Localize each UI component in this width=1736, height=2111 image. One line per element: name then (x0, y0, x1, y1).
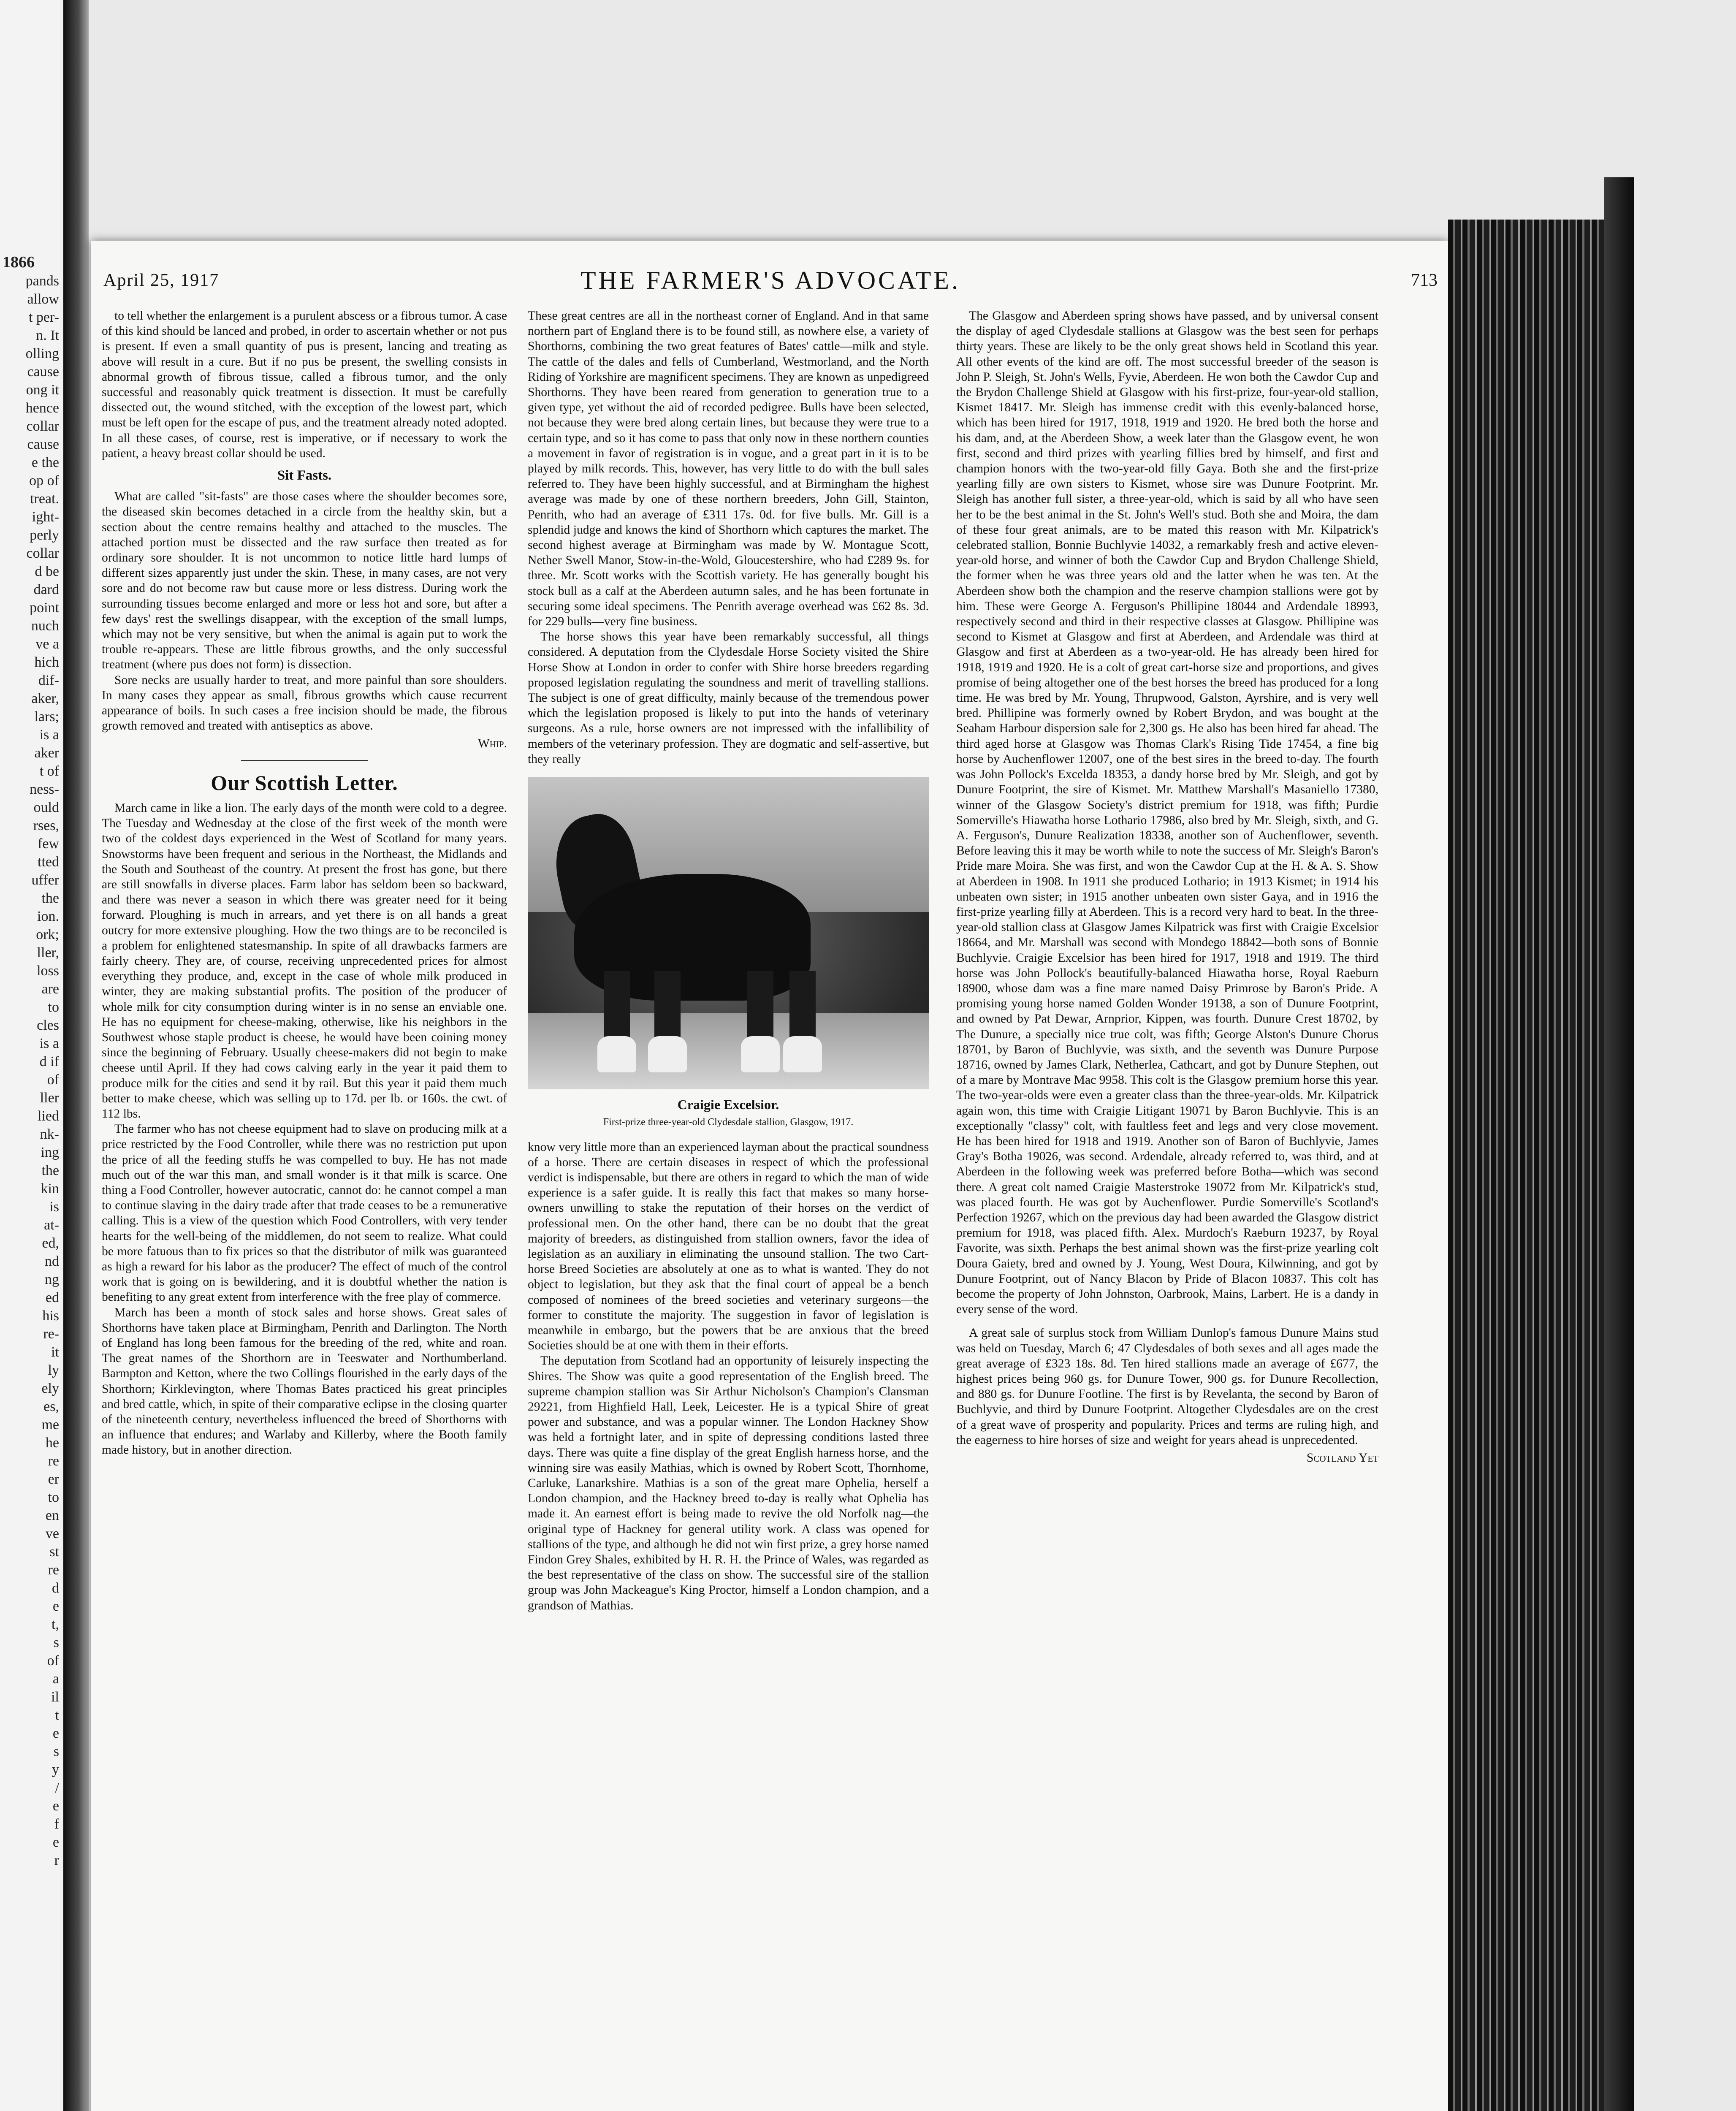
previous-page-fragment-line: dard (33, 582, 59, 597)
previous-page-fragment-line: e (52, 1726, 59, 1741)
previous-page-number: 1866 (3, 253, 35, 271)
page-gutter-shadow (63, 0, 89, 2111)
article-paragraph: March has been a month of stock sales and horse shows. Great sales of Shorthorns have taken place at Birmingham, Penrith and Darlington. The North of England has long been famous for the breeding of the red, white and roan. The great names of the Shorthorn are in Teeswater and Northumberland. Barmpton and Ketton, where the two Collings flourished in the early days of the Shorthorn; Kirklevington, where Thomas Bates practiced his great principles and bred cattle, which, in spite of their comparative eclipse in the closing quarter of the nineteenth century, nevertheless influenced the breed of Shorthorns with an influence that endures; and Warlaby and Killerby, where the Booth family made history, but in another direction. (102, 1305, 507, 1457)
previous-page-fragment-line: pands (25, 273, 59, 289)
previous-page-fragment-line: at- (44, 1217, 59, 1233)
article-paragraph: What are called "sit-fasts" are those cases where the shoulder becomes sore, the diseased skin becomes detached in a circle from the healthy skin, but a section about the centre remains healthy and attached to the muscles. The attached portion must be dissected and the raw surface then treated as for ordinary sore shoulder. It is not uncommon to notice little hard lumps of different sizes apparently just under the skin. These, in many cases, are not very sore and do not become raw but cause more or less distress. During work the surrounding tissues become enlarged and more or less hot and sore, but after a few days' rest the swellings disappear, with the exception of the small lumps, which may not be very sensitive, but when the animal is again put to work the trouble re-appears. These are little fibrous growths, and the only successful treatment (where pus does not form) is dissection. (102, 490, 507, 672)
previous-page-fragment-line: aker, (31, 691, 59, 706)
photo-horse-hoof (783, 1036, 822, 1072)
previous-page-fragment-line: ong it (26, 382, 59, 398)
previous-page-fragment-line: ng (45, 1272, 59, 1287)
previous-page-fragment-line: re (48, 1453, 59, 1469)
previous-page-fragment-line: ness- (30, 781, 59, 797)
previous-page-fragment-line: lied (38, 1108, 59, 1124)
previous-page-fragment-line: t, (52, 1617, 59, 1632)
previous-page-fragment-line: e (52, 1798, 59, 1814)
previous-page-fragment-line: few (38, 836, 59, 852)
previous-page-fragment-line: e (52, 1834, 59, 1850)
previous-page-fragment-line: of (47, 1072, 59, 1088)
page-number: 713 (1411, 271, 1438, 290)
previous-page-fragment-line: t of (39, 763, 59, 779)
previous-page-fragment-line: n. It (36, 328, 59, 343)
previous-page-fragment-line: hence (25, 400, 59, 416)
photo-subcaption: First-prize three-year-old Clydesdale stallion, Glasgow, 1917. (603, 1117, 854, 1128)
article-paragraph: know very little more than an experienced layman about the practical soundness of a horse. There are certain diseases in respect of which the professional verdict is indispensable, but there are others in regard to which the man of wide experience is a safer guide. It is really this fact that makes so many horse-owners unwilling to stake the reputation of their horses on the verdict of professional men. On the other hand, there can be no doubt that the great majority of breeders, as distinguished from stallion owners, favor the idea of legislation as an auxiliary in eliminating the unsound stallion. The two Cart-horse Breed Societies are absolutely at one as to what is wanted. They do not object to legislation, but they ask that the final court of appeal be a bench composed of nominees of the breed societies and veterinary surgeons—the former to constitute the majority. The suggestion in favor of legislation is meanwhile in embargo, but the powers that be are anxious that the breed Societies should be at one with them in their efforts. (528, 1140, 929, 1353)
previous-page-fragment-line: e the (31, 455, 59, 470)
previous-page-fragment-line: is a (39, 727, 59, 743)
previous-page-fragment-line: ion. (37, 909, 59, 924)
article-paragraph: Sore necks are usually harder to treat, and more painful than sore shoulders. In many cases they appear as small, fibrous growths which cause recurrent appearance of boils. In such cases a free incision should be made, the fibrous growth removed and treated with antiseptics as above. (102, 673, 507, 733)
photo-caption: Craigie Excelsior. (677, 1097, 779, 1112)
previous-page-fragment-line: of (47, 1653, 59, 1669)
previous-page-fragment-line: treat. (30, 491, 59, 507)
previous-page-fragment-line: ve a (35, 636, 59, 652)
previous-page-fragment-line: op of (29, 473, 59, 488)
book-binding-page-edges (1448, 220, 1604, 2111)
previous-page-fragment-line: ed, (42, 1235, 59, 1251)
previous-page-fragment-line: tted (38, 854, 59, 870)
previous-page-fragment-line: lars; (34, 709, 59, 724)
previous-page-fragment-line: re (48, 1562, 59, 1578)
previous-page-fragment-line: nuch (31, 618, 59, 634)
previous-page-fragment-line: er (48, 1471, 59, 1487)
previous-page-fragment-line: loss (37, 963, 59, 979)
previous-page-fragment-line: ller, (37, 945, 59, 961)
column-1 (102, 308, 507, 1458)
previous-page-fragment-line: d if (39, 1054, 59, 1069)
column-3 (956, 308, 1378, 1465)
previous-page-fragment-line: ed (45, 1290, 59, 1305)
article-paragraph: The farmer who has not cheese equipment had to slave on producing milk at a price restricted by the Food Controller, while there was no restriction put upon the price of all the feeding stuffs he was compelled to buy. He has not made much out of the war this man, and small wonder is it that milk is scarce. One thing a Food Controller, however autocratic, cannot do: he cannot compel a man to continue slaving in the dairy trade after that trade ceases to be a remunerative calling. This is a view of the question which Food Controllers, with very tender hearts for the well-being of the middlemen, do not seem to realize. What could be more fatuous than to fix prices so that the distributor of milk was guaranteed as high a reward for his labor as the producer? The effect of much of the control work that is going on is bewildering, and it is doubtful whether the nation is benefiting to any great extent from interference with the free play of commerce. (102, 1122, 507, 1304)
author-signature: Scotland Yet (1306, 1451, 1378, 1465)
previous-page-fragment-line: allow (27, 291, 59, 307)
previous-page-fragment-line: collar (26, 545, 59, 561)
previous-page-fragment-line: s (53, 1744, 59, 1759)
previous-page-fragment-line: re- (43, 1326, 59, 1342)
previous-page-fragment-line: r (54, 1853, 59, 1868)
previous-page-fragment-line: / (55, 1780, 59, 1796)
previous-page-fragment-line: the (41, 890, 59, 906)
previous-page-fragment-line: ork; (36, 927, 59, 942)
previous-page-fragment-line: e (52, 1598, 59, 1614)
article-paragraph: These great centres are all in the northeast corner of England. And in that same northern part of England there is to be found still, as nowhere else, a variety of Shorthorns, combining the two great features of Bates' cattle—milk and style. The cattle of the dales and fells of Cumberland, Westmorland, and the North Riding of Yorkshire are magnificent specimens. They are known as unpedigreed Shorthorns. They have been reared from generation to generation true to a given type, yet without the aid of recorded pedigree. Bulls have been selected, not because they were bred along certain lines, but because they were true to a certain type, and so it has come to pass that only now in these northern counties a movement in favor of registration is in vogue, and a great part in it is to be played by milk records. This, however, has very little to do with the bull sales referred to. They have been highly successful, and at Birmingham the highest average was made by one of these northern breeders, John Gill, Stainton, Penrith, who had an average of £311 17s. 0d. for five bulls. Mr. Gill is a splendid judge and knows the kind of Shorthorn which captures the market. The second highest average at Birmingham was made by W. Montague Scott, Nether Swell Manor, Stow-in-the-Wold, Gloucestershire, who had £289 9s. for three. Mr. Scott works with the Scottish variety. He has generally bought his stock bull as a calf at the Aberdeen autumn sales, and he has been fortunate in securing some ideal specimens. The Penrith average overhead was £62 8s. 3d. for 229 bulls—very fine business. (528, 309, 929, 629)
photo-ground (528, 1013, 929, 1089)
previous-page-fragment-line: is a (39, 1036, 59, 1051)
column-2 (528, 308, 929, 1613)
previous-page-fragment-line: the (41, 1163, 59, 1178)
previous-page-fragment-line: t (55, 1707, 59, 1723)
previous-page-fragment-line: st (49, 1544, 59, 1560)
previous-page-fragment-line: hich (34, 654, 59, 670)
previous-page-fragment-line: ould (33, 800, 59, 815)
previous-page-fragment-line: me (41, 1417, 59, 1433)
previous-page-fragment-line: ller (40, 1090, 59, 1106)
previous-page-fragment-line: nd (45, 1254, 59, 1269)
subheading-sit-fasts: Sit Fasts. (277, 468, 332, 483)
section-divider (241, 760, 368, 761)
previous-page-fragment-line: cause (27, 437, 59, 452)
photo-horse-hoof (597, 1036, 636, 1072)
previous-page-fragment-line: is (49, 1199, 59, 1215)
previous-page-fragment-line: ing (41, 1145, 59, 1160)
previous-page-fragment-line: it (51, 1344, 59, 1360)
previous-page-fragment-line: perly (30, 527, 59, 543)
book-binding-shadow (1604, 177, 1634, 2111)
previous-page-fragment-line: cles (37, 1018, 59, 1033)
photo-horse-hoof (648, 1036, 687, 1072)
previous-page-fragment-line: he (45, 1435, 59, 1451)
previous-page-fragment-line: point (30, 600, 59, 616)
previous-page-fragment-line: kin (41, 1181, 59, 1197)
masthead-title: THE FARMER'S ADVOCATE. (580, 266, 961, 294)
previous-page-fragment-line: collar (26, 418, 59, 434)
previous-page-fragment-line: are (41, 981, 59, 997)
previous-page-fragment-line: es, (43, 1399, 59, 1414)
previous-page-fragment-line: his (42, 1308, 59, 1324)
previous-page-fragment-line: t per- (28, 309, 59, 325)
previous-page-fragment-line: to (48, 999, 59, 1015)
previous-page-fragment-line: to (48, 1490, 59, 1505)
issue-date: April 25, 1917 (103, 271, 220, 290)
previous-page-fragment-line: nk- (40, 1126, 59, 1142)
previous-page-fragment-line: aker (34, 745, 59, 761)
page-header (99, 266, 1442, 300)
previous-page-fragment-line: il (51, 1689, 59, 1705)
horse-photograph (528, 777, 929, 1089)
previous-page-fragment-line: f (54, 1816, 59, 1832)
previous-page-fragment-line: ight- (32, 509, 59, 525)
article-paragraph: The Glasgow and Aberdeen spring shows have passed, and by universal consent the display of aged Clydesdale stallions at Glasgow was the best seen for perhaps thirty years. These are likely to be the only great shows held in Scotland this year. All other events of the kind are off. The most successful breeder of the season is John P. Sleigh, St. John's Wells, Fyvie, Aberdeen. He won both the Cawdor Cup and the Brydon Challenge Shield at Glasgow with his first-prize, four-year-old stallion, Kismet 18417. Mr. Sleigh has immense credit with this evenly-balanced horse, which has been hired for 1917, 1918, 1919 and 1920. He bred both the horse and his dam, and, at the Aberdeen Show, a week later than the Glasgow event, he won first, second and third prizes with yearling fillies bred by himself, and first and champion honors with the two-year-old filly Gaya. Both she and the first-prize yearling filly are own sisters to Kismet, whose sire was Dunure Footprint. Mr. Sleigh has another full sister, a three-year-old, which is said by all who have seen her to be the best animal in the St. John's Well's stud. Both she and Moira, the dam of these four great animals, are to be mated this reason with Mr. Kilpatrick's celebrated stallion, Bonnie Buchlyvie 14032, a remarkably fresh and active eleven-year-old horse, and winner of both the Cawdor Cup and Brydon Challenge Shield, the former when he was three years old and the latter when he was ten. At the Aberdeen show both the champion and the reserve champion stallions were got by him. These were George A. Ferguson's Phillipine 18044 and Ardendale 18993, respectively second and third in their respective classes at Glasgow. Phillipine was second to Kismet at Glasgow and first at Aberdeen, and Ardendale was third at Glasgow and first at Aberdeen as a two-year-old. He has already been hired for 1918, 1919 and 1920. He is a colt of great cart-horse size and proportions, and gives promise of being altogether one of the best horses the breed has produced for a long time. He was bred by Mr. Young, Thrupwood, Galston, Ayrshire, and is very well bred. Phillipine was formerly owned by Robert Brydon, and was bought at the Seaham Harbour dispersion sale for 2,300 gs. He also has been hired far ahead. The third aged horse at Glasgow was Thomas Clark's Rising Tide 17454, a fine big horse by Auchenflower 12007, one of the best sires in the breed to-day. The fourth was John Pollock's Excelda 18353, a dandy horse bred by Mr. Sleigh, and got by Dunure Footprint, the sire of Kismet. Mr. Matthew Marshall's Masaniello 17380, winner of the Glasgow Society's district premium for 1918, was fifth; Purdie Somerville's Hiawatha horse Lothario 17986, also bred by Mr. Sleigh, sixth, and G. A. Ferguson's, Dunure Realization 18338, another son of Auchenflower, seventh. Before leaving this it may be worth while to note the success of Mr. Sleigh's Baron's Pride mare Moira. She was first, and won the Cawdor Cup at the H. & A. S. Show at Aberdeen in 1908. In 1911 she produced Lothario; in 1913 Kismet; in 1914 his unbeaten own sister; in 1915 another unbeaten own sister Gaya, and in 1916 the first-prize yearling filly at Aberdeen. This is a record very hard to beat. In the three-year-old stallion class at Glasgow James Kilpatrick was first with Craigie Excelsior 18664, and Mr. Marshall was second with Mondego 18842—both sons of Bonnie Buchlyvie. Craigie Excelsior has been hired for 1917, 1918 and 1919. The third horse was John Pollock's beautifully-balanced Hiawatha horse, Royal Raeburn 18900, whose dam was a fine mare named Daisy Primrose by Baron's Pride. A promising young horse named Golden Wonder 19138, a son of Dunure Footprint, and owned by Pat Dewar, Arnprior, Kippen, was fourth. Dunure Crest 18702, by The Dunure, a specially nice true colt, was fifth; George Alston's Dunure Chorus 18701, by Baron of Buchlyvie, was sixth, and the seventh was Dunure Purpose 18716, owned by James Clark, Netherlea, Cathcart, and got by Dunure Stephen, out of a mare by Montrave Mac 9958. This colt is the Glasgow premium horse this year. The two-year-olds were even a greater class than the three-year-olds. Mr. Kilpatrick again won, this time with Craigie Litigant 19071 by Baron Buchlyvie. This is an exceptionally "classy" colt, with faultless feet and legs and very close movement. He has been hired for 1918 and 1919. Another son of Baron of Buchlyvie, James Gray's Botha 19026, was second. Ardendale, already referred to, was third, and at Aberdeen in the following week was preferred before Botha—which was second there. A great colt named Craigie Masterstroke 19072 from Mr. Kilpatrick's stud, was placed fourth. He was got by Auchenflower. Purdie Somerville's Scotland's Perfection 19267, which on the previous day had been awarded the Glasgow district premium for 1918, was placed fifth. Alex. Murdoch's Raeburn 19237, by Royal Favorite, was sixth. Perhaps the best animal shown was the first-prize yearling colt Doura Gaiety, bred and owned by J. Young, West Doura, Kilwinning, and got by Dunure Footprint, out of Nancy Blacon by Pride of Blacon 10837. This colt has become the property of John Johnston, Oarbrook, Mains, Larbert. He is a dandy in every sense of the word. (956, 309, 1378, 1316)
previous-page-fragment-line: s (53, 1635, 59, 1650)
article-paragraph: The deputation from Scotland had an opportunity of leisurely inspecting the Shires. The Show was quite a good representation of the English breed. The supreme champion stallion was Sir Arthur Nicholson's Champion's Clansman 29221, from Highfield Hall, Leek, Leicester. He is a typical Shire of great power and substance, and was a popular winner. The London Hackney Show was held a fortnight later, and in spite of depressing conditions lasted three days. There was quite a fine display of the great English harness horse, and the winning sire was easily Mathias, which is owned by Robert Scott, Thornhome, Carluke, Lanarkshire. Mathias is a son of the great mare Ophelia, herself a London champion, and the Hackney breed to-day is really what Ophelia has made it. An earnest effort is being made to revive the old Norfolk nag—the original type of Hackney for general utility work. A class was opened for stallions of the type, and although he did not win first prize, a grey horse named Findon Grey Shales, exhibited by H. R. H. the Prince of Wales, was regarded as the best representative of the class on show. The successful sire of the stallion group was John Mackeague's King Proctor, himself a London champion, and a grandson of Mathias. (528, 1354, 929, 1612)
article-title: Our Scottish Letter. (211, 771, 398, 795)
previous-page-fragment-line: d be (35, 564, 59, 579)
previous-page-fragment (0, 253, 62, 2027)
previous-page-fragment-line: cause (27, 364, 59, 380)
previous-page-fragment-line: a (52, 1671, 59, 1687)
previous-page-fragment-line: olling (25, 346, 59, 361)
author-signature: Whip. (477, 737, 507, 751)
previous-page-fragment-line: y (52, 1762, 59, 1777)
previous-page-fragment-line: ly (48, 1362, 59, 1378)
previous-page-fragment-line: d (52, 1580, 59, 1596)
article-paragraph: A great sale of surplus stock from William Dunlop's famous Dunure Mains stud was held on Tuesday, March 6; 47 Clydesdales of both sexes and all ages made the great average of £323 18s. 8d. Ten hired stallions made an average of £677, the highest prices being 960 gs. for Dunure Tower, 900 gs. for Dunure Recollection, and 880 gs. for Dunure Footline. The first is by Revelanta, the second by Baron of Buchlyvie, and third by Dunure Footprint. Altogether Clydesdales are on the crest of a great wave of prosperity and popularity. Prices and terms are ruling high, and the eagerness to hire horses of size and weight for years ahead is unprecedented. (956, 1326, 1378, 1447)
article-paragraph: The horse shows this year have been remarkably successful, all things considered. A deputation from the Clydesdale Horse Society visited the Shire Horse Show at London in order to confer with Shire horse breeders regarding proposed legislation regulating the soundness and merit of travelling stallions. The subject is one of great difficulty, mainly because of the tremendous power which the legislation proposed is likely to put into the hands of veterinary surgeons. As a rule, horse owners are not impressed with the infallibility of members of the veterinary profession. They are dogmatic and self-assertive, but they really (528, 630, 929, 766)
previous-page-fragment-line: en (45, 1508, 59, 1523)
previous-page-text (0, 272, 62, 1870)
newspaper-page (91, 241, 1448, 2111)
previous-page-fragment-line: uffer (31, 872, 59, 888)
article-paragraph: to tell whether the enlargement is a purulent abscess or a fibrous tumor. A case of this kind should be lanced and probed, in order to ascertain whether or not pus is present. If even a small quantity of pus is present, lancing and treating as above will result in a cure. But if no pus be present, the swelling consists in abnormal growth of fibrous tissue, called a fibrous tumor, and the only successful and reasonably quick treatment is dissection. It must be carefully dissected out, the wound stitched, with the exception of the lowest part, which must be left open for the escape of pus, and the treatment already noted adopted. In all these cases, of course, rest is imperative, or if necessary to work the patient, a heavy breast collar should be used. (102, 309, 507, 460)
photo-horse-hoof (741, 1036, 780, 1072)
previous-page-fragment-line: ve (45, 1526, 59, 1541)
previous-page-fragment-line: ely (41, 1381, 59, 1396)
previous-page-fragment-line: dif- (38, 673, 59, 688)
article-paragraph: March came in like a lion. The early days of the month were cold to a degree. The Tuesday and Wednesday at the close of the first week of the month were two of the coldest days experienced in the West of Scotland for many years. Snowstorms have been frequent and serious in the Northeast, the Midlands and the South and Southeast of the country. At present the frost has gone, but there are still snowfalls in diverse places. Farm labor has seldom been so backward, and there was never a season in which there was greater need for it being forward. Ploughing is much in arrears, and yet there is on all hands a great outcry for more extensive ploughing. How the two things are to be reconciled is a problem for enlightened statesmanship. In spite of all drawbacks farmers are fairly cheery. They are, of course, receiving unprecedented prices for almost everything they produce, and, except in the case of whole milk produced in winter, they are making substantial profits. The position of the producer of whole milk for city consumption during winter is in no sense an enviable one. He has no equipment for cheese-making, otherwise, like his neighbors in the Southwest whose staple product is cheese, he would have been coining money since the beginning of February. Usually cheese-makers did not begin to make cheese until April. If they had cows calving early in the year it paid them to produce milk for the cities and send it by rail. But this year it paid them much better to make cheese, which was selling up to 17d. per lb. or 160s. the cwt. of 112 lbs. (102, 801, 507, 1121)
previous-page-fragment-line: rses, (33, 818, 59, 833)
